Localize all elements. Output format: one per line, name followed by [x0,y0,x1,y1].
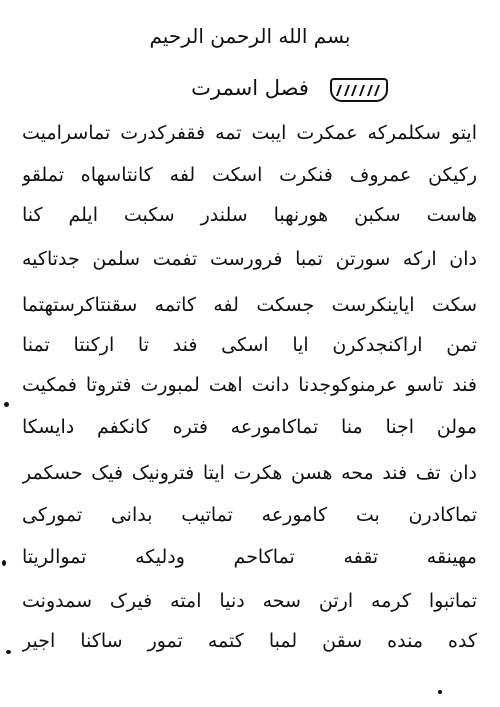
text-line: تمن اراکنجدکرن ایا اسکی فند تا ارکنتا تمنا [22,334,477,356]
text-line: هاست سکبن هورنهبا سلندر سکبت ایلم کنا [22,204,477,226]
ink-speck [438,690,442,694]
ink-speck [6,650,11,654]
text-line: دان ارکه سورتن تمبا فرورست تفمت سلمن جدتاکیه [22,248,477,270]
text-line: کده منده سقن لمبا کتمه تمور ساکنا اجیر [22,630,477,652]
text-line: تماکادرن بت کامورعه تماتیب بدانی تمورکی [22,504,477,526]
text-line: سکت ایاینکرست جسکت لفه کاتمه سقنتاکرستهتما [22,294,477,316]
text-line: ایتو سکلمرکه عمکرت ایبت تمه فقفرکدرت تماسرامیت [22,122,477,144]
text-line: رکیکن عمروف فنکرت اسکت لفه کانتاسهاه تملقو [22,164,477,186]
ink-speck [4,402,9,407]
ink-speck [2,560,6,566]
text-line: فند تاسو عرمنوکوجدنا دانت اهت لمبورت فتروتا فمكيت [22,374,477,396]
text-line: مهینقه تقفه تماکاحم ودلیکه تموالریتا [22,546,477,568]
section-title: فصل اسمرت [191,76,309,100]
text-line: مولن اجنا منا تماکامورعه فتره کانکفم دایسکا [22,416,477,438]
text-line: تماتبوا کرمه ارتن سحه دنیا امته فیرک سمدونت [22,590,477,612]
text-line: دان تف فند محه هسن هکرت ایتا فترونیک فیک حسکمر [22,462,477,484]
basmala-heading: بسم الله الرحمن الرحيم [149,24,351,48]
